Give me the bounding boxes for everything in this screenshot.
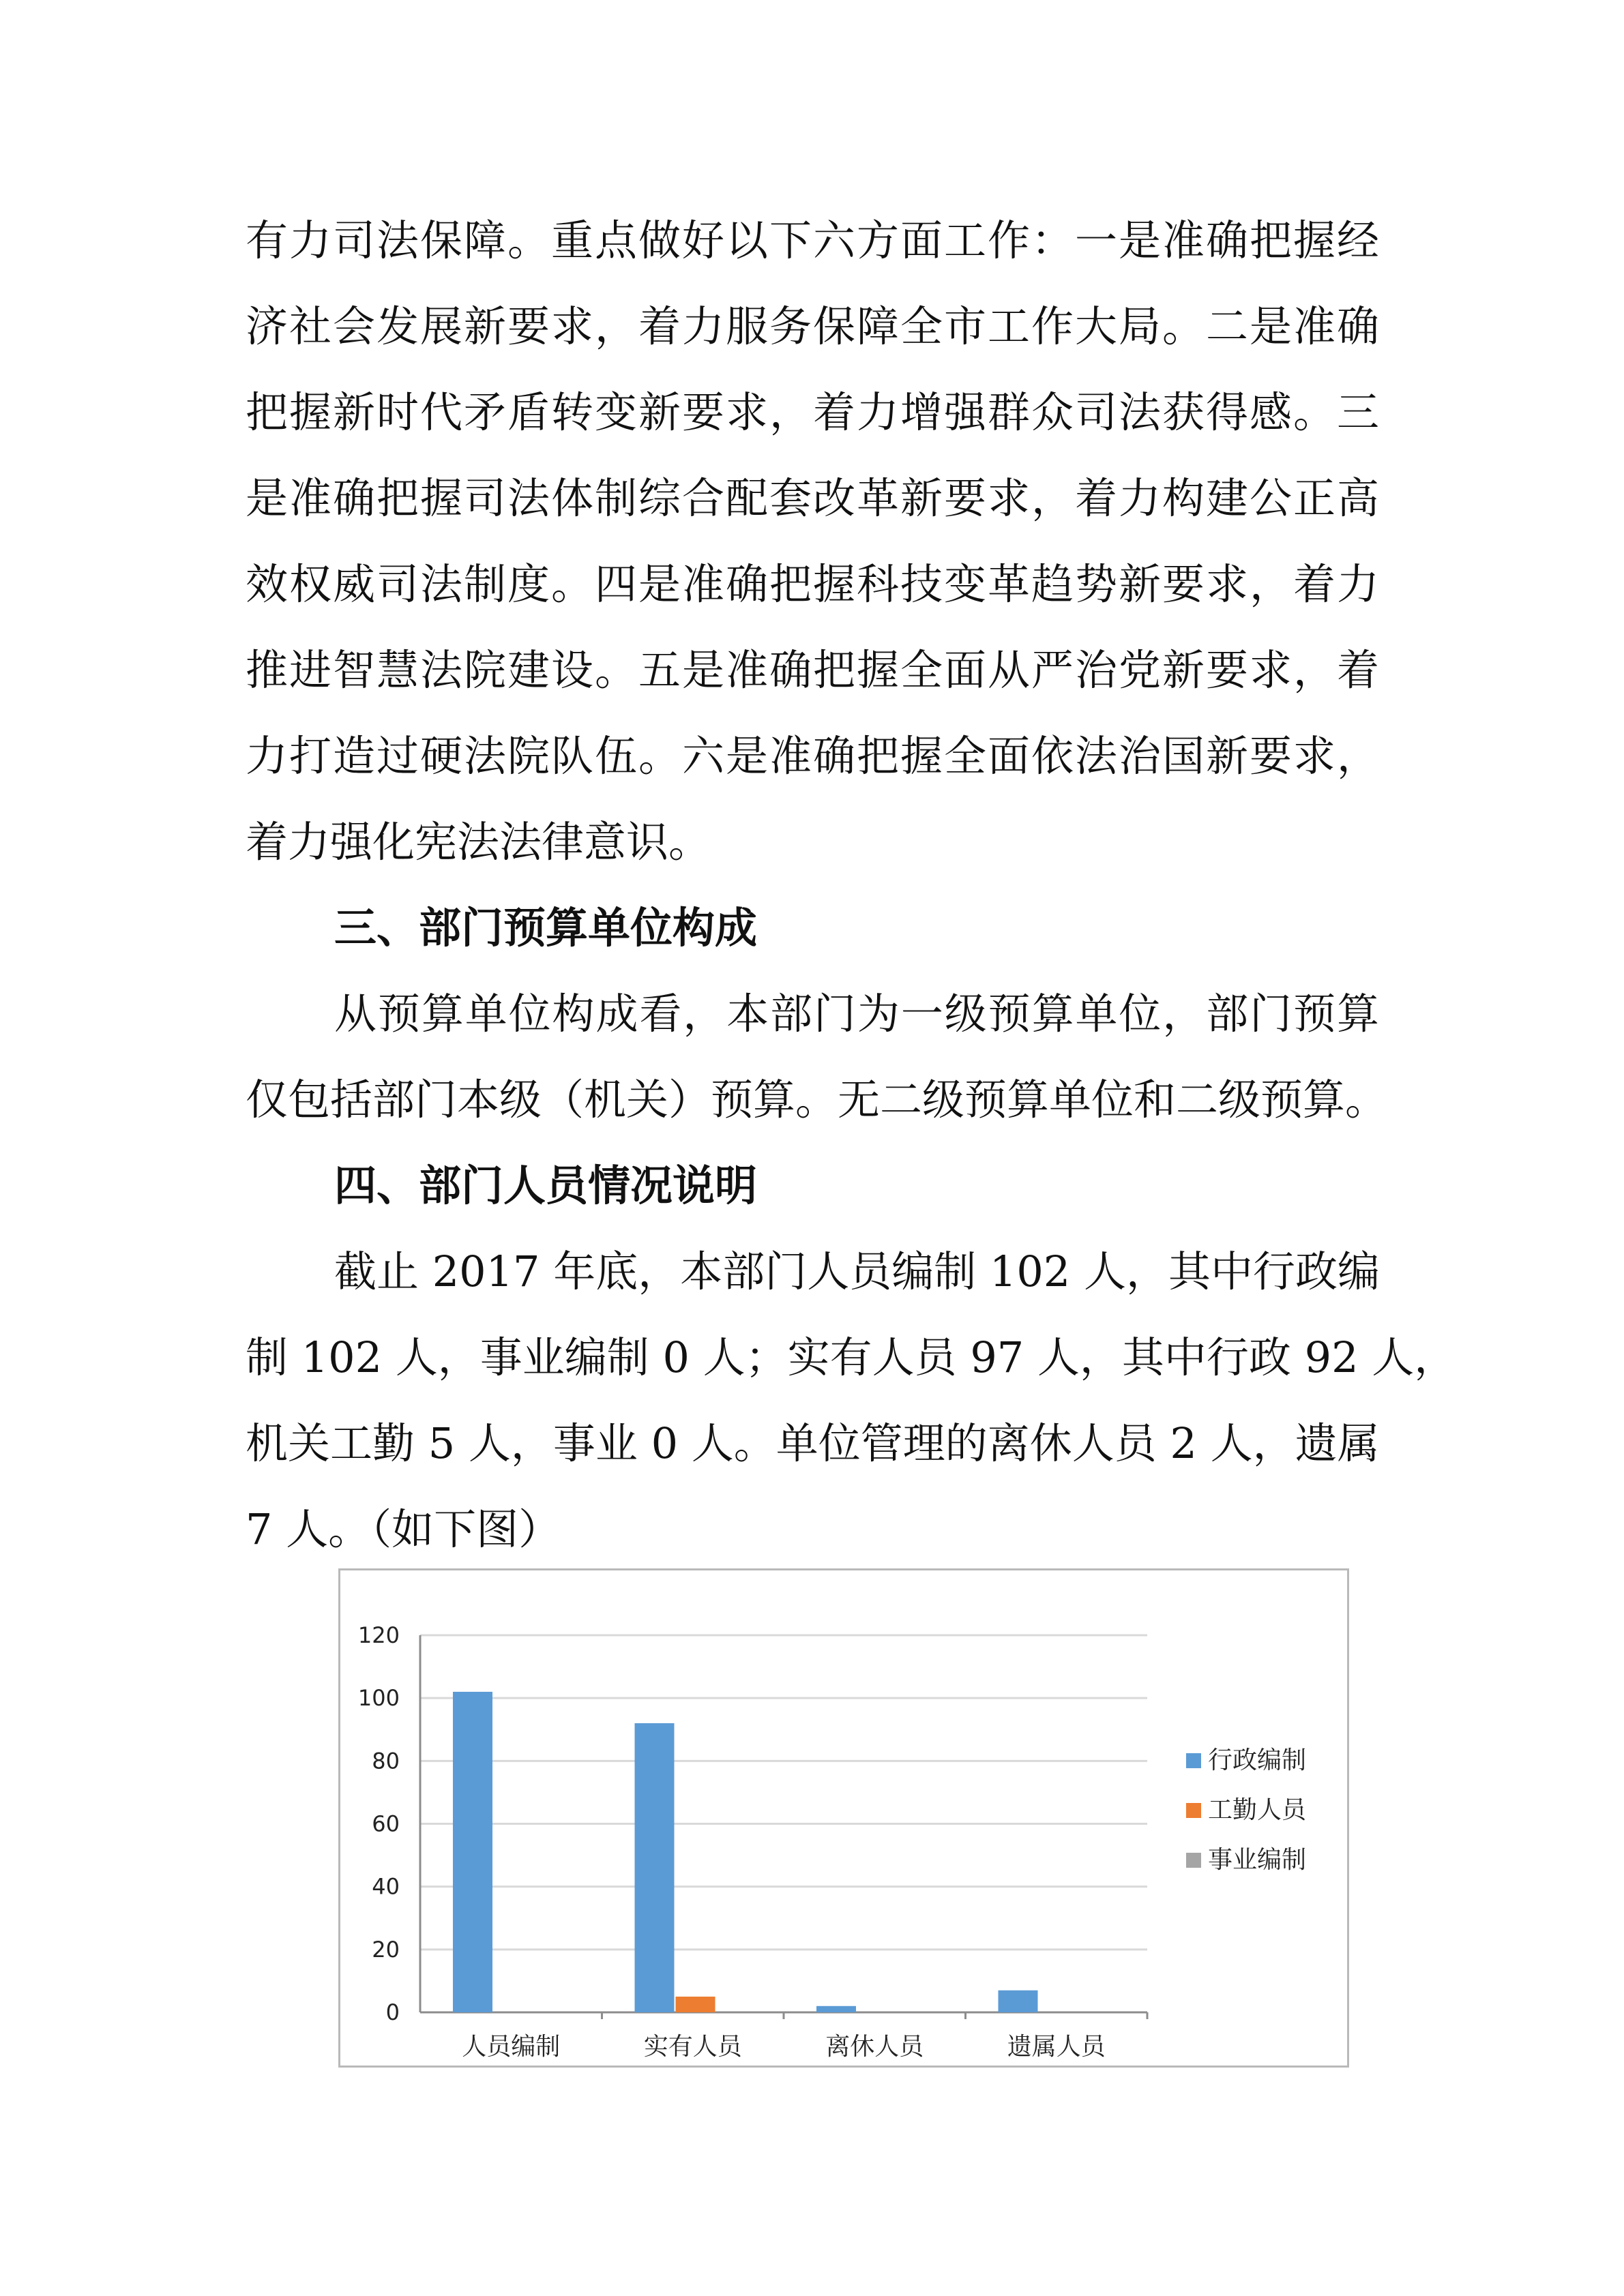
y-axis [358, 1622, 420, 2025]
paragraph-line: 从预算单位构成看，本部门为一级预算单位，部门预算 [334, 989, 1379, 1039]
paragraph-line: 有力司法保障。重点做好以下六方面工作：一是准确把握经 [246, 215, 1379, 265]
chart-canvas [340, 1570, 1347, 2066]
section-heading-4: 四、部门人员情况说明 [334, 1161, 758, 1210]
legend-swatch [1186, 1753, 1201, 1768]
paragraph-line: 7 人。（如下图） [246, 1504, 561, 1554]
x-tick-label: 实有人员 [643, 2033, 742, 2061]
paragraph-line: 仅包括部门本级（机关）预算。无二级预算单位和二级预算。 [246, 1075, 1388, 1124]
y-tick-label: 100 [357, 1685, 400, 1712]
legend-swatch [1186, 1853, 1201, 1868]
paragraph-line: 济社会发展新要求，着力服务保障全市工作大局。二是准确 [246, 301, 1379, 351]
y-tick-label: 120 [357, 1622, 400, 1648]
y-tick-label: 60 [372, 1810, 400, 1837]
y-tick-label: 0 [385, 1999, 400, 2025]
legend-label: 行政编制 [1208, 1746, 1307, 1774]
paragraph-line: 机关工勤 5 人，事业 0 人。单位管理的离休人员 2 人，遗属 [246, 1418, 1380, 1468]
paragraph-line: 把握新时代矛盾转变新要求，着力增强群众司法获得感。三 [246, 387, 1379, 437]
y-tick-label: 40 [372, 1873, 400, 1900]
paragraph-line: 截止 2017 年底，本部门人员编制 102 人，其中行政编 [334, 1247, 1380, 1296]
bars [453, 1692, 1038, 2012]
x-tick-label: 离休人员 [825, 2033, 924, 2061]
gridlines [420, 1635, 1147, 2012]
paragraph-line: 效权威司法制度。四是准确把握科技变革趋势新要求，着力 [246, 559, 1379, 609]
legend-label: 工勤人员 [1208, 1796, 1307, 1824]
bar-行政编制 [816, 2006, 856, 2012]
bar-行政编制 [635, 1723, 675, 2012]
x-tick-label: 人员编制 [462, 2033, 561, 2061]
x-tick-label: 遗属人员 [1007, 2033, 1106, 2061]
y-tick-label: 20 [372, 1936, 400, 1963]
paragraph-line: 着力强化宪法法律意识。 [246, 817, 711, 867]
paragraph-line: 是准确把握司法体制综合配套改革新要求，着力构建公正高 [246, 473, 1379, 523]
paragraph-line: 推进智慧法院建设。五是准确把握全面从严治党新要求，着 [246, 645, 1379, 695]
legend-label: 事业编制 [1208, 1846, 1307, 1874]
bar-行政编制 [453, 1692, 492, 2012]
y-tick-label: 80 [372, 1748, 400, 1774]
bar-工勤人员 [676, 1997, 715, 2012]
paragraph-line: 力打造过硬法院队伍。六是准确把握全面依法治国新要求， [246, 731, 1379, 781]
bar-行政编制 [999, 1991, 1038, 2012]
staff-bar-chart [338, 1568, 1349, 2068]
x-axis [462, 2012, 1147, 2061]
section-heading-3: 三、部门预算单位构成 [334, 903, 758, 953]
paragraph-line: 制 102 人，事业编制 0 人；实有人员 97 人，其中行政 92 人， [246, 1332, 1457, 1382]
legend [1186, 1746, 1308, 1874]
legend-swatch [1186, 1803, 1201, 1818]
